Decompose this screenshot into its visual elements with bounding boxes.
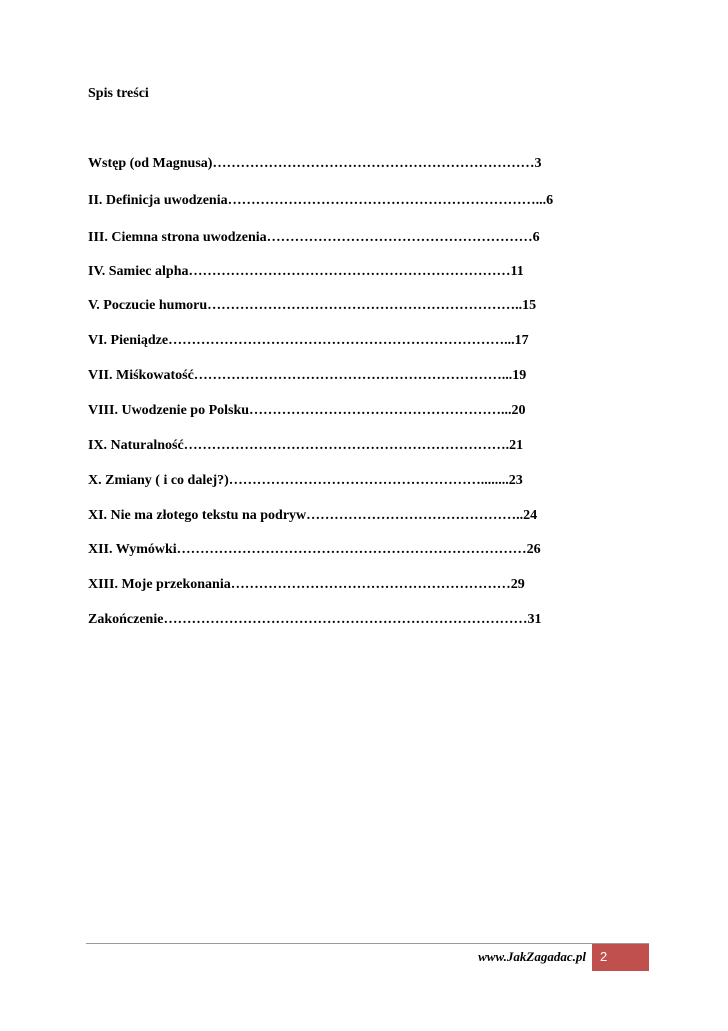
toc-entry-text: IV. Samiec alpha……………………………………………………………11 <box>88 264 524 279</box>
footer-site-link[interactable]: www.JakZagadac.pl <box>478 949 586 964</box>
toc-entry-text: Zakończenie……………………………………………………………………31 <box>88 612 542 627</box>
toc-entry-text: XI. Nie ma złotego tekstu na podryw………………………………………..24 <box>88 508 538 523</box>
toc-title: Spis treści <box>88 86 149 101</box>
toc-entry[interactable] <box>88 506 537 526</box>
toc-entry[interactable] <box>88 296 536 316</box>
toc-entry-text: IX. Naturalność…………………………………………………………….21 <box>88 438 524 453</box>
toc-entry[interactable] <box>88 540 541 560</box>
toc-entry[interactable] <box>88 228 540 248</box>
toc-entry-text: V. Poczucie humoru…………………………………………………………..15 <box>88 298 537 313</box>
toc-entry[interactable] <box>88 262 524 282</box>
toc-entry-text: VI. Pieniądze………………………………………………………………...17 <box>88 333 529 348</box>
toc-entry[interactable] <box>88 401 526 421</box>
toc-entry[interactable] <box>88 366 526 386</box>
page-number-badge <box>592 944 649 971</box>
toc-entry[interactable] <box>88 575 525 595</box>
toc-entry-text: Wstęp (od Magnusa)……………………………………………………………3 <box>88 156 542 171</box>
toc-entry[interactable] <box>88 610 541 630</box>
toc-entry-text: XII. Wymówki…………………………………………………………………26 <box>88 542 541 557</box>
toc-entry-text: VII. Miśkowatość…………………………………………………………...19 <box>88 368 527 383</box>
toc-entry-text: III. Ciemna strona uwodzenia…………………………………………………6 <box>88 230 540 245</box>
page-number: 2 <box>600 949 608 964</box>
toc-entry[interactable] <box>88 154 541 174</box>
toc-entry-text: XIII. Moje przekonania……………………………………………………29 <box>88 577 525 592</box>
footer-divider <box>86 943 649 944</box>
toc-entry[interactable] <box>88 191 553 211</box>
toc-entry[interactable] <box>88 331 529 351</box>
toc-entry-text: II. Definicja uwodzenia…………………………………………………………...6 <box>88 193 554 208</box>
toc-entry[interactable] <box>88 436 523 456</box>
toc-entry-text: VIII. Uwodzenie po Polsku………………………………………………...20 <box>88 403 526 418</box>
toc-entry[interactable] <box>88 471 523 491</box>
toc-entry-text: X. Zmiany ( i co dalej?)………………………………………………........23 <box>88 473 523 488</box>
